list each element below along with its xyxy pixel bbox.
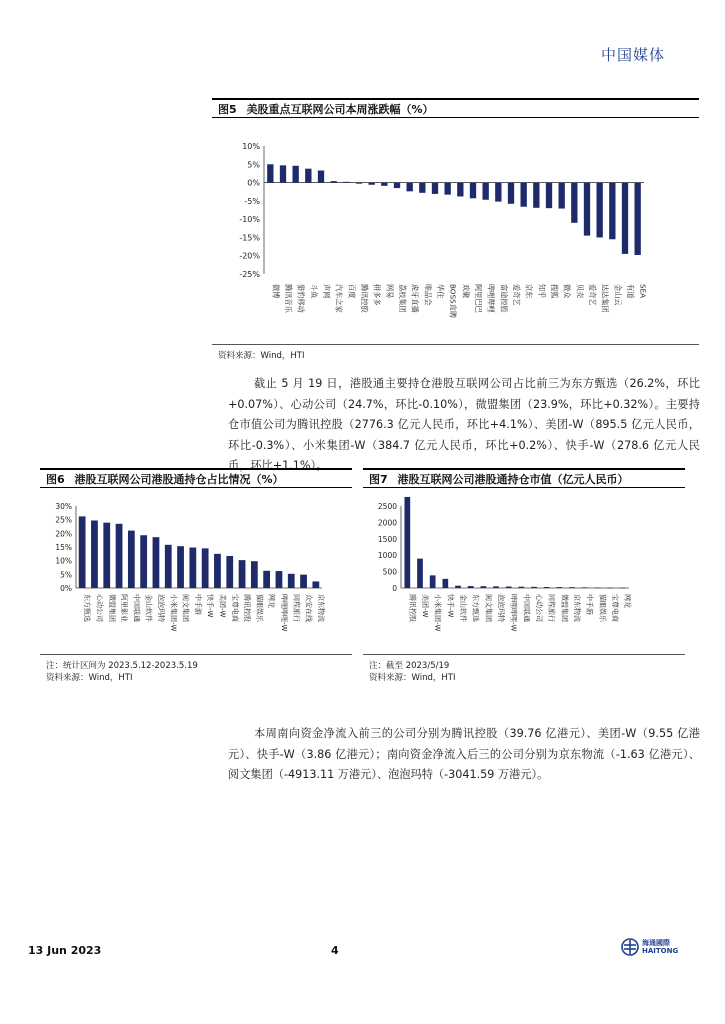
figure6-category-label: 快手-W	[206, 594, 215, 618]
figure6-ytick-label: 0%	[60, 584, 72, 593]
figure6-bar	[103, 523, 110, 588]
figure7-bar	[430, 575, 436, 588]
figure7-bar	[493, 586, 499, 588]
figure5-bar	[635, 183, 641, 255]
figure7-bar	[468, 586, 474, 588]
figure7-category-label: 心动公司	[535, 594, 543, 622]
figure6-bottom-rule	[40, 654, 352, 655]
figure5-category-label: SEA	[638, 284, 648, 299]
figure5-category-label: 拼多多	[372, 284, 382, 306]
figure7-category-label: 网龙	[623, 594, 632, 608]
figure5-category-label: 爱奇艺	[588, 284, 597, 306]
figure7-bar	[518, 587, 524, 588]
figure7-category-label: 阅文集团	[484, 594, 493, 622]
figure6-bar	[165, 545, 172, 588]
figure5-bar	[331, 181, 337, 182]
figure6-bar	[91, 520, 98, 588]
figure7-note: 注：截至 2023/5/19	[369, 661, 450, 671]
figure5-category-label: 腾讯控股	[360, 284, 369, 313]
figure7-ytick-label: 0	[392, 584, 397, 593]
figure7-bar	[506, 587, 512, 588]
figure7-bar	[594, 588, 600, 589]
figure6-category-label: 心动公司	[95, 594, 104, 622]
figure7-title-bar	[363, 468, 685, 488]
figure5-category-label: 虎牙直播	[410, 284, 420, 313]
figure5-category-label: 阿里巴巴	[474, 284, 483, 313]
figure5-category-label: 荔枝集团	[398, 284, 407, 313]
figure5-ytick-label: -15%	[239, 233, 260, 243]
figure5-bar	[381, 183, 387, 186]
figure6-chart	[40, 496, 352, 654]
figure6-category-label: 美团-W	[218, 594, 227, 618]
figure5-bar	[597, 183, 603, 238]
figure7-ytick-label: 2000	[377, 518, 397, 528]
figure7-bar	[455, 586, 461, 588]
figure5-category-label: 腾讯音乐	[284, 284, 293, 313]
figure6-category-label: 宝尊电商	[230, 594, 239, 622]
footer-page-number: 4	[331, 944, 339, 957]
figure7-ytick-label: 500	[382, 567, 397, 577]
figure7-category-label: 中手游	[585, 594, 594, 615]
figure6-category-label: 网龙	[267, 594, 276, 608]
figure7-ytick-label: 1000	[377, 551, 397, 561]
figure5-bar	[369, 183, 375, 185]
figure5-category-label: 欢聚	[461, 284, 471, 299]
figure5-category-label: 哔哩哔哩	[486, 284, 496, 313]
figure6-bar	[312, 581, 319, 588]
figure6-bar	[116, 524, 123, 588]
figure5-category-label: 声网	[322, 284, 331, 299]
figure5-category-label: 贝壳	[575, 284, 585, 299]
footer-date: 13 Jun 2023	[28, 944, 102, 957]
figure5-category-label: 爱奇艺	[512, 284, 521, 306]
figure7-category-label: 腾讯控股	[408, 594, 417, 622]
figure5-bottom-rule	[212, 344, 699, 345]
figure6-bar	[226, 556, 233, 588]
figure7-category-label: 快手-W	[446, 594, 455, 618]
figure5-bar	[470, 183, 476, 199]
figure5-category-label: 汽车之家	[334, 284, 344, 313]
figure5-bar	[495, 183, 501, 202]
figure5-bar	[305, 169, 311, 183]
figure7-bar	[620, 588, 626, 589]
figure5-bar	[318, 171, 324, 183]
figure6-category-label: 微盟集团	[107, 594, 116, 622]
figure5-bar	[508, 183, 514, 204]
figure5-bar	[280, 165, 286, 182]
figure7-label: 图7	[369, 473, 388, 486]
figure5-category-label: 斗鱼	[309, 284, 319, 299]
figure6-title-bar	[40, 468, 352, 488]
logo-cn: 海通國際	[642, 939, 670, 947]
figure6-category-label: 小米集团-W	[169, 594, 178, 632]
figure5-category-label: 富途控股	[499, 284, 509, 313]
figure7-bar	[607, 588, 613, 589]
figure7-title: 港股互联网公司港股通持仓市值（亿元人民币）	[397, 473, 629, 486]
figure6-category-label: 泡泡玛特	[156, 594, 165, 622]
figure6-category-label: 阿里影业	[120, 594, 129, 622]
figure5-bar	[432, 183, 438, 194]
figure7-source: 资料来源：Wind，HTI	[369, 673, 456, 683]
figure7-category-label: 哔哩哔哩-W	[509, 594, 518, 632]
figure5-bar	[483, 183, 489, 200]
figure6-category-label: 中手游	[193, 594, 202, 615]
figure6-label: 图6	[46, 473, 65, 486]
figure5-category-label: 知乎	[537, 284, 547, 299]
figure5-label: 图5	[218, 103, 237, 116]
figure7-category-label: 宝尊电商	[611, 594, 619, 622]
figure7-category-label: 京东物流	[573, 594, 581, 622]
figure5-bar	[622, 183, 628, 254]
figure5-bar	[343, 182, 349, 183]
figure5-source: 资料来源：Wind，HTI	[218, 351, 305, 361]
figure6-category-label: 东方甄选	[83, 594, 92, 622]
figure5-category-label: 有道	[626, 284, 635, 299]
figure6-category-label: 京东物流	[316, 594, 325, 622]
figure5-category-label: 网易	[385, 284, 395, 299]
figure5-title-bar	[212, 98, 699, 118]
figure6-bar	[153, 537, 160, 588]
figure7-category-label: 中国联通	[522, 594, 531, 622]
figure6-ytick-label: 30%	[55, 502, 72, 511]
figure5-ytick-label: -25%	[239, 270, 260, 279]
figure7-category-label: 美团-W	[421, 594, 429, 618]
figure6-bar	[263, 571, 270, 588]
figure7-ytick-label: 2500	[377, 502, 397, 511]
paragraph-southbound	[228, 724, 700, 786]
figure6-bar	[251, 561, 258, 588]
figure6-category-label: 众安在线	[304, 594, 313, 622]
figure7-category-label: 微盟集团	[560, 594, 569, 622]
figure5-category-label: 华住	[436, 284, 445, 299]
figure5-bar	[445, 183, 451, 195]
figure5-title: 美股重点互联网公司本周涨跌幅（%）	[246, 103, 434, 116]
figure6-ytick-label: 20%	[55, 529, 72, 539]
figure5-category-label: 唯品会	[423, 284, 433, 306]
figure5-bar	[419, 183, 425, 193]
figure5-ytick-label: 5%	[247, 160, 260, 170]
figure6-category-label: 腾讯控股	[243, 594, 252, 622]
figure6-bar	[288, 574, 295, 588]
figure5-ytick-label: -10%	[239, 215, 260, 225]
figure6-ytick-label: 25%	[55, 515, 72, 525]
figure5-bar	[407, 183, 413, 192]
figure7-category-label: 同程旅行	[547, 594, 556, 622]
figure6-category-label: 金山软件	[144, 594, 153, 622]
figure6-bar	[239, 560, 246, 588]
figure6-source: 资料来源：Wind，HTI	[46, 673, 133, 683]
figure7-category-label: 泡泡玛特	[497, 594, 505, 622]
figure7-bar	[556, 587, 562, 588]
figure6-note: 注：统计区间为 2023.5.12-2023.5.19	[46, 661, 198, 671]
figure5-bar	[521, 183, 527, 207]
figure5-bar	[609, 183, 615, 240]
figure6-bar	[140, 535, 147, 588]
haitong-logo-icon	[621, 938, 639, 956]
figure6-ytick-label: 5%	[60, 570, 72, 580]
figure7-bar	[417, 559, 423, 588]
header-brand: 中国媒体	[600, 46, 665, 64]
paragraph-southbound-text: 本周南向资金净流入前三的公司分别为腾讯控股（39.76 亿港元）、美团-W（9.55 亿港元）、快手-W（3.86 亿港元）；南向资金净流入后三的公司分别为京东物流（-1.63 亿港元）、阅文集团（-4913.11 万港元）、泡泡玛特（-3041.59 万港元）。	[228, 727, 700, 781]
figure5-category-label: 百度	[347, 284, 357, 299]
figure6-bar	[177, 546, 184, 588]
figure5-bar	[267, 164, 273, 182]
figure6-category-label: 猫眼娱乐	[255, 594, 264, 622]
figure5-chart	[212, 130, 699, 340]
figure7-bar	[404, 497, 410, 588]
figure7-bar	[480, 586, 486, 588]
figure5-bar	[394, 183, 400, 188]
figure5-category-label: 达达集团	[600, 284, 610, 313]
figure7-bar	[531, 587, 537, 588]
figure7-bar	[544, 587, 550, 588]
figure5-ytick-label: -5%	[244, 196, 260, 206]
figure7-category-label: 小米集团-W	[433, 594, 442, 632]
figure5-bar	[571, 183, 577, 223]
figure5-category-label: BOSS直聘	[448, 284, 458, 318]
figure5-bar	[457, 183, 463, 197]
figure6-category-label: 阅文集团	[181, 594, 190, 622]
figure5-bar	[584, 183, 590, 236]
figure5-category-label: 京东	[524, 284, 534, 299]
figure6-bar	[128, 531, 135, 588]
figure6-category-label: 同程旅行	[292, 594, 301, 622]
figure7-bar	[569, 587, 575, 588]
figure5-category-label: 猎豹移动	[296, 284, 306, 313]
figure6-title: 港股互联网公司港股通持仓占比情况（%）	[74, 473, 284, 486]
figure7-bar	[582, 587, 588, 588]
figure5-category-label: 微众	[562, 284, 572, 299]
figure6-bar	[300, 575, 307, 588]
figure6-category-label: 哔哩哔哩-W	[279, 594, 288, 632]
figure6-category-label: 中国联通	[132, 594, 141, 622]
figure6-bar	[276, 571, 283, 588]
figure7-category-label: 金山软件	[459, 594, 467, 622]
figure7-chart	[363, 496, 685, 654]
figure5-bar	[356, 183, 362, 184]
figure5-ytick-label: 0%	[247, 178, 260, 188]
figure5-bar	[293, 166, 299, 183]
figure6-bar	[189, 548, 196, 588]
figure7-bar	[442, 579, 448, 588]
paragraph-holdings	[228, 374, 700, 477]
figure6-ytick-label: 10%	[55, 556, 72, 566]
figure6-ytick-label: 15%	[55, 543, 72, 552]
figure7-ytick-label: 1500	[377, 534, 397, 544]
figure6-bar	[202, 548, 209, 588]
figure5-category-label: 搜狐	[550, 284, 559, 299]
figure6-bar	[214, 554, 221, 588]
figure5-bar	[533, 183, 539, 208]
haitong-logo	[621, 938, 678, 956]
figure7-category-label: 猫眼娱乐	[598, 594, 607, 622]
figure5-category-label: 金山云	[613, 284, 623, 306]
figure5-ytick-label: 10%	[242, 142, 260, 151]
figure5-category-label: 微博	[271, 284, 281, 299]
figure7-category-label: 东方甄选	[471, 594, 480, 622]
figure5-ytick-label: -20%	[239, 251, 260, 261]
figure5-bar	[546, 183, 552, 209]
figure5-bar	[559, 183, 565, 209]
logo-en: HAITONG	[642, 947, 679, 955]
paragraph-holdings-text: 截止 5 月 19 日，港股通主要持仓港股互联网公司占比前三为东方甄选（26.2%，环比+0.07%）、心动公司（24.7%，环比-0.10%），微盟集团（23.9%，环比+0.32%）。主要持仓市值公司为腾讯控股（2776.3 亿元人民币，环比+4.1%）、美团-W（895.5 亿元人民币，环比-0.3%）、小米集团-W（384.7 亿元人民币，环比+0.2%）、快手-W（278.6 亿元人民币，环比+1.1%）。	[228, 377, 700, 472]
figure6-bar	[79, 516, 86, 588]
figure7-bottom-rule	[363, 654, 685, 655]
